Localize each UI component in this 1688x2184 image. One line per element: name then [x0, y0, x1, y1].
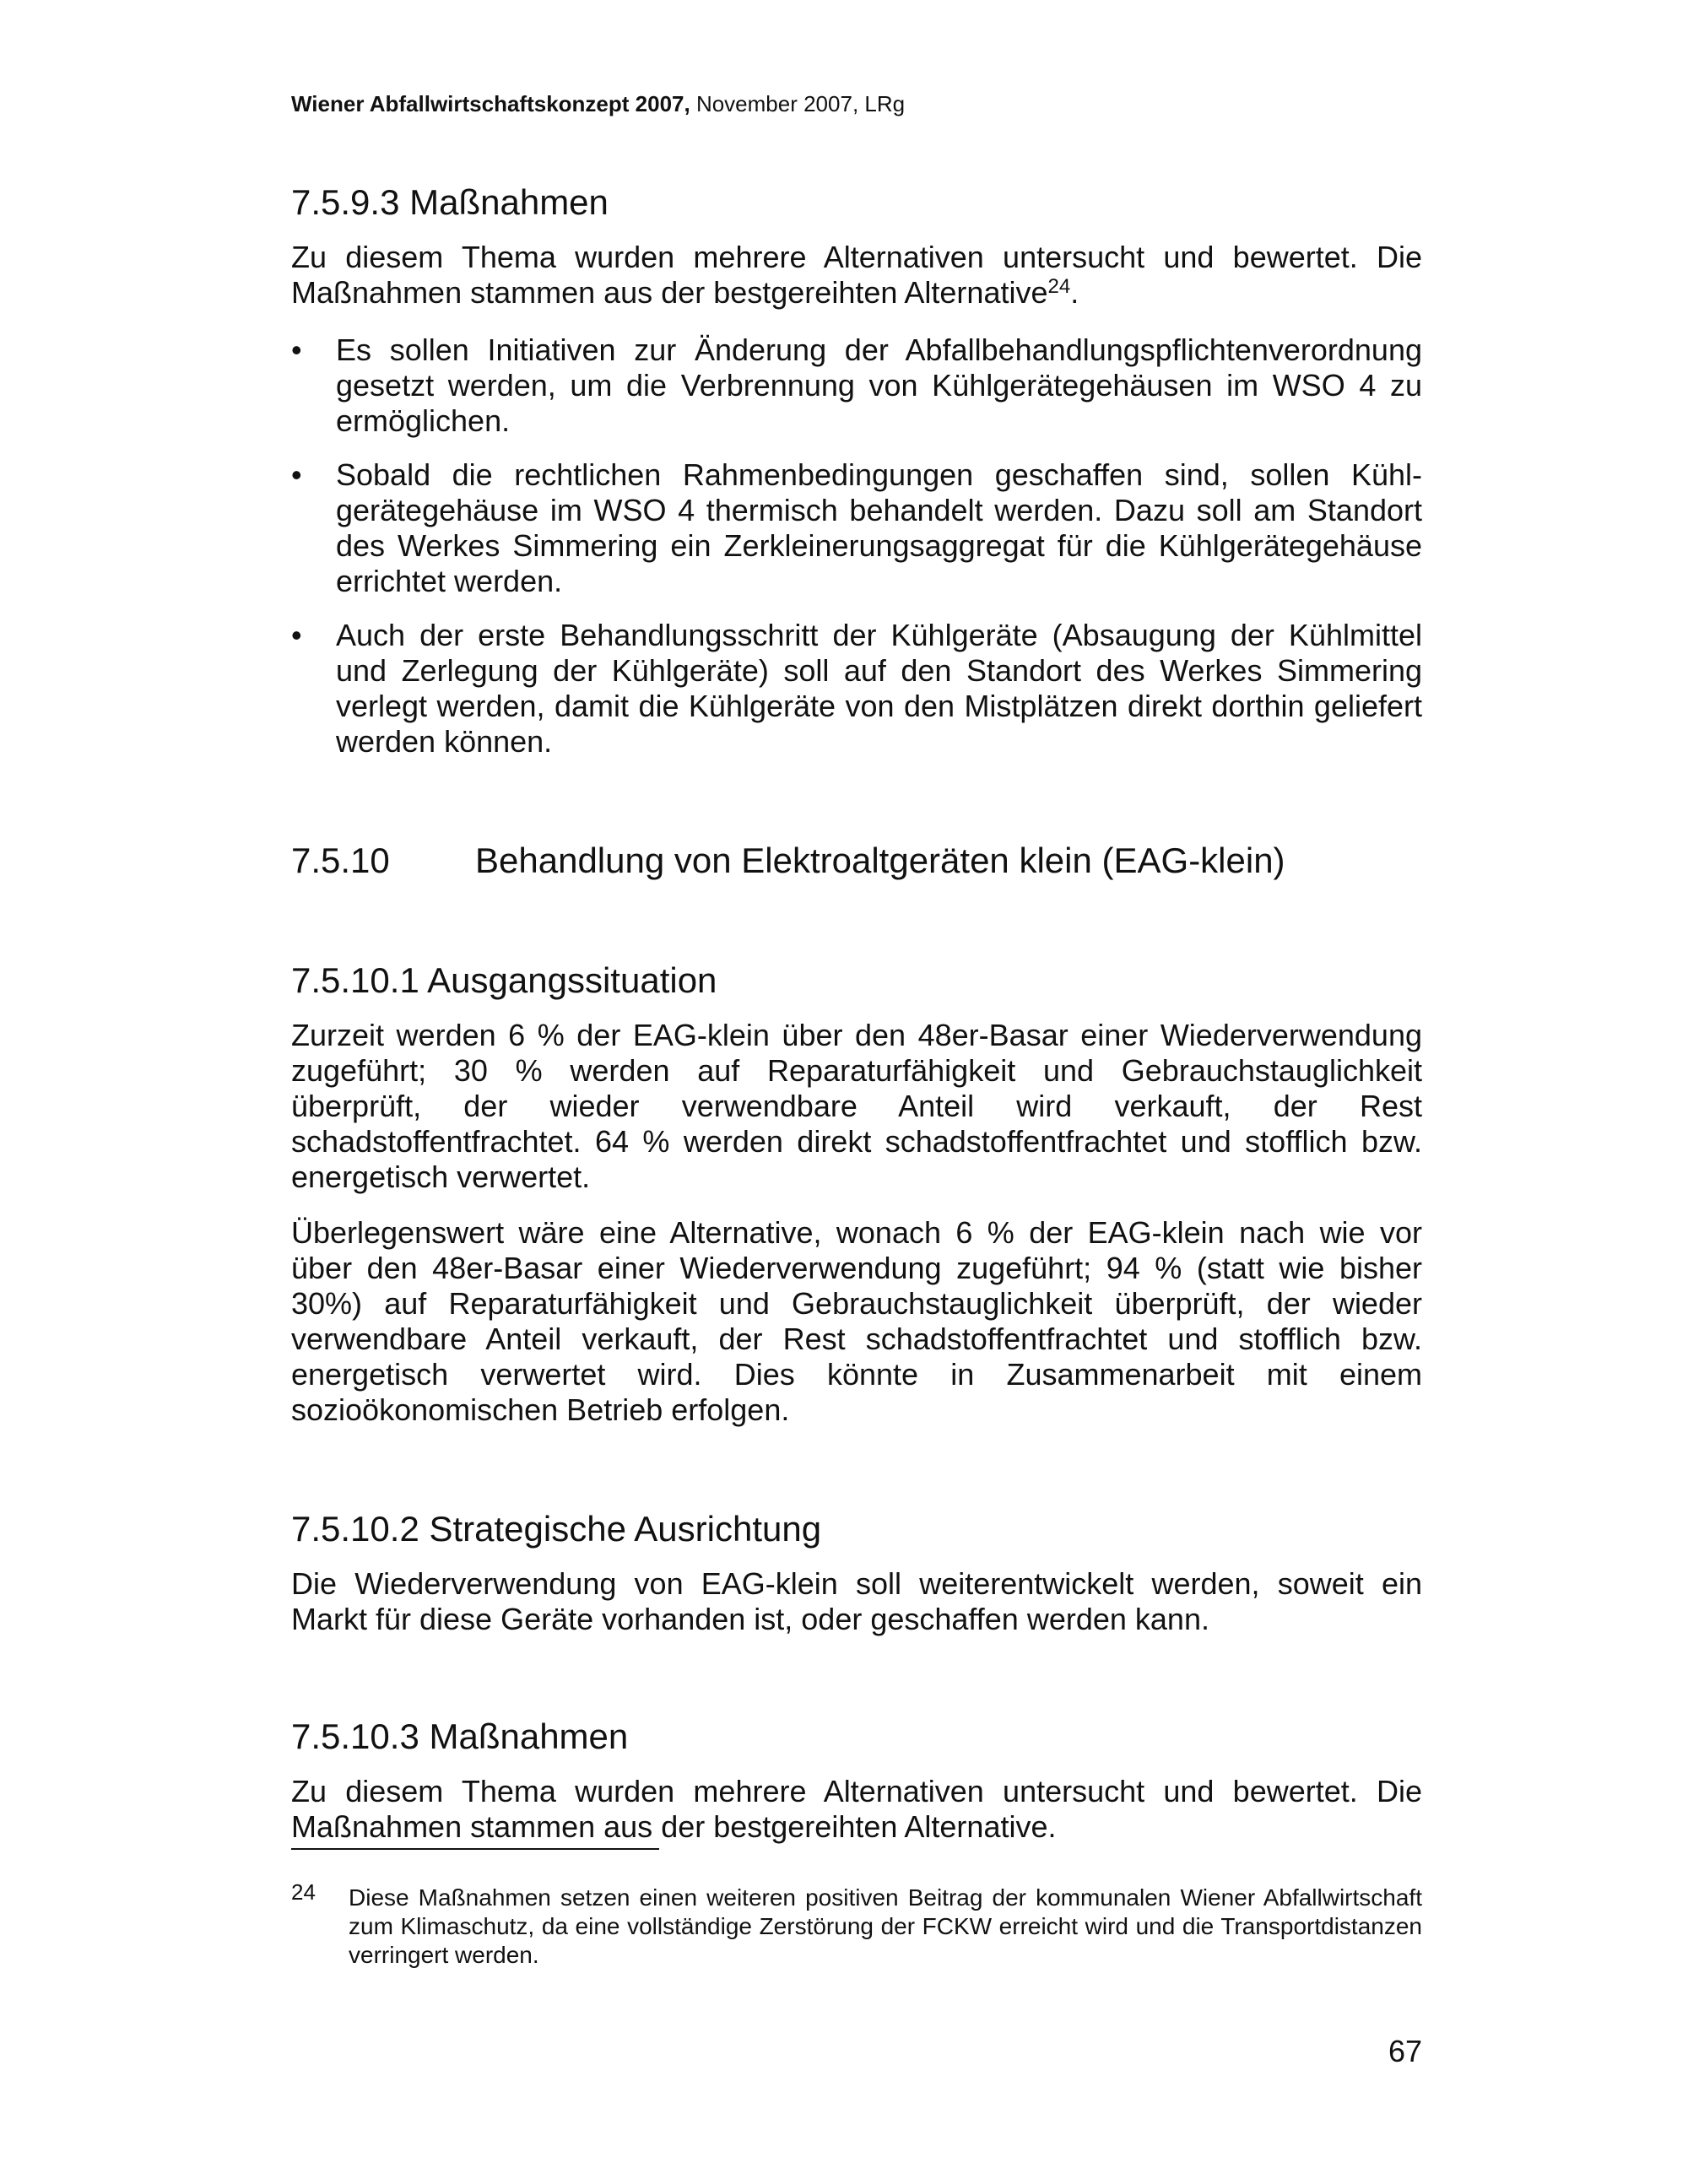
section-number: 7.5.10	[291, 841, 390, 880]
running-header	[291, 90, 905, 117]
section-number: 7.5.10.2	[291, 1509, 419, 1549]
section-title: Behandlung von Elektroaltgeräten klein (EAG-klein)	[475, 841, 1285, 880]
footnote-number: 24	[291, 1879, 316, 1905]
paragraph-end: .	[1070, 275, 1079, 310]
paragraph-ausgangssituation-1: Zurzeit werden 6 % der EAG-klein über den 48er-Basar einer Wiederverwendung zugeführt; 30 % werden auf Reparaturfähigkeit und Gebrauchstauglichkeit überprüft, der wieder verwendbare Anteil wird verkauft, der Rest schadstoffentfrachtet. 64 % werden direkt schadstoffentfrachtet und stofflich bzw. energetisch verwertet.	[291, 1018, 1422, 1194]
paragraph-massnahmen-intro	[291, 240, 1422, 311]
footnote-reference: 24	[1047, 275, 1071, 298]
bullet-marker: •	[291, 457, 302, 492]
section-title: Strategische Ausrichtung	[429, 1509, 822, 1549]
header-date-author: November 2007, LRg	[690, 91, 906, 116]
paragraph-strategische-ausrichtung: Die Wiederverwendung von EAG-klein soll weiterentwickelt werden, soweit ein Markt für diese Geräte vorhanden ist, oder geschaffen werden kann.	[291, 1566, 1422, 1636]
bullet-text: Es sollen Initiativen zur Änderung der Abfallbehandlungspflichtenverordnung gesetzt werden, um die Verbrennung von Kühlgerätegehäusen im WSO 4 zu ermöglichen.	[336, 332, 1422, 438]
section-title: Maßnahmen	[409, 182, 609, 222]
section-title: Maßnahmen	[429, 1716, 629, 1756]
section-number: 7.5.10.3	[291, 1716, 419, 1756]
footnote-separator	[291, 1848, 659, 1850]
section-number: 7.5.9.3	[291, 182, 400, 222]
section-heading-7-5-10-1	[291, 959, 717, 1003]
section-number: 7.5.10.1	[291, 960, 419, 1000]
section-title: Ausgangssituation	[427, 960, 717, 1000]
bullet-marker: •	[291, 332, 302, 367]
section-heading-7-5-10-2	[291, 1507, 821, 1551]
bullet-marker: •	[291, 618, 302, 652]
bullet-text: Sobald die rechtlichen Rahmenbedingungen geschaffen sind, sollen Kühl-gerätegehäuse im WSO 4 thermisch behandelt werden. Dazu soll am Standort des Werkes Simmering ein Zerkleinerungsaggregat für die Kühlgerätegehäuse errichtet werden.	[336, 457, 1422, 598]
header-title: Wiener Abfallwirtschaftskonzept 2007,	[291, 91, 690, 116]
footnote-text: Diese Maßnahmen setzen einen weiteren positiven Beitrag der kommunalen Wiener Abfallwirtschaft zum Klimaschutz, da eine vollständige Zerstörung der FCKW erreicht wird und die Transportdistanzen verringert werden.	[349, 1884, 1422, 1968]
paragraph-text: Zu diesem Thema wurden mehrere Alternativen untersucht und bewertet. Die Maßnahmen stammen aus der bestgereihten Alternative	[291, 240, 1422, 310]
section-heading-7-5-9-3	[291, 181, 609, 224]
page-number: 67	[1388, 2034, 1422, 2068]
section-heading-7-5-10	[291, 839, 1285, 883]
bullet-text: Auch der erste Behandlungsschritt der Kühlgeräte (Absaugung der Kühlmittel und Zerlegung der Kühlgeräte) soll auf den Standort des Werkes Simmering verlegt werden, damit die Kühlgeräte von den Mistplätzen direkt dorthin geliefert werden können.	[336, 618, 1422, 759]
paragraph-ausgangssituation-2: Überlegenswert wäre eine Alternative, wonach 6 % der EAG-klein nach wie vor über den 48er-Basar einer Wiederverwendung zugeführt; 94 % (statt wie bisher 30%) auf Reparaturfähigkeit und Gebrauchstauglichkeit überprüft, der wieder verwendbare Anteil verkauft, der Rest schadstoffentfrachtet und stofflich bzw. energetisch verwertet wird. Dies könnte in Zusammenarbeit mit einem sozioökonomischen Betrieb erfolgen.	[291, 1215, 1422, 1427]
section-heading-7-5-10-3	[291, 1715, 628, 1759]
paragraph-massnahmen-2: Zu diesem Thema wurden mehrere Alternativen untersucht und bewertet. Die Maßnahmen stammen aus der bestgereihten Alternative.	[291, 1774, 1422, 1844]
